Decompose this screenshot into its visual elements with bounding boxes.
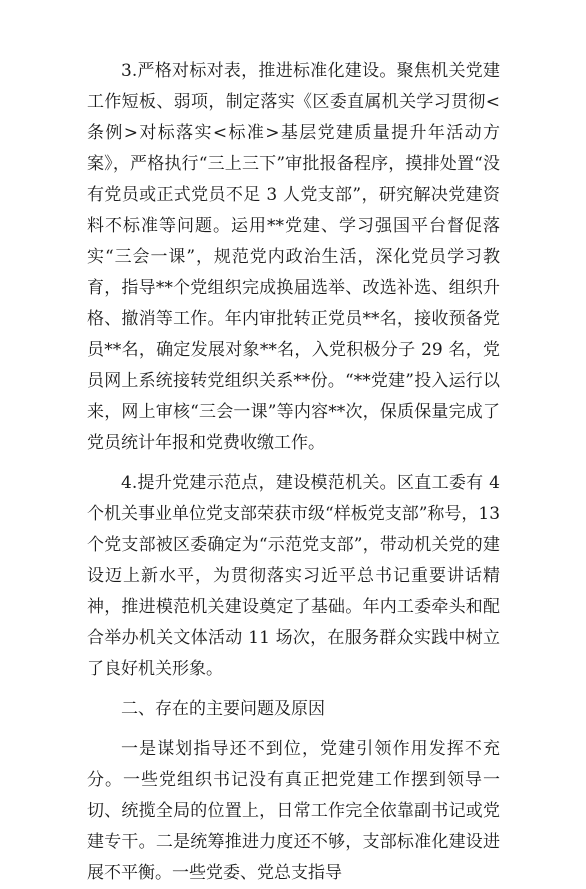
paragraph-problems: 一是谋划指导还不到位，党建引领作用发挥不充分。一些党组织书记没有真正把党建工作摆到领导一切、统揽全局的位置上，日常工作完全依靠副书记或党建专干。二是统筹推进力度还不够，支部标准化建设进展不平衡。一些党委、党总支指导 — [87, 739, 500, 883]
paragraph-standardization: 3.严格对标对表，推进标准化建设。聚焦机关党建工作短板、弱项，制定落实《区委直属机关学习贯彻<条例>对标落实<标准>基层党建质量提升年活动方案》，严格执行“三上三下”审批报备程序，摸排处置“没有党员或正式党员不足 3 人党支部”，研究解决党建资料不标准等问题。运用**党建、学习强国平台督促落实“三会一课”，规范党内政治生活，深化党员学习教育，指导**个党组织完成换届选举、改选补选、组织升格、撤消等工作。年内审批转正党员**名，接收预备党员**名，确定发展对象**名，入党积极分子 29 名，党员网上系统接转党组织关系**份。“**党建”投入运行以来，网上审核“三会一课”等内容**次，保质保量完成了党员统计年报和党费收缴工作。 — [87, 61, 500, 453]
paragraph-model-organs: 4.提升党建示范点，建设模范机关。区直工委有 4 个机关事业单位党支部荣获市级“样板党支部”称号，13 个党支部被区委确定为“示范党支部”，带动机关党的建设迈上新水平，为贯彻落实习近平总书记重要讲话精神，推进模范机关建设奠定了基础。年内工委牵头和配合举办机关文体活动 11 场次，在服务群众实践中树立了良好机关形象。 — [87, 473, 501, 679]
section-heading-problems: 二、存在的主要问题及原因 — [121, 699, 325, 719]
